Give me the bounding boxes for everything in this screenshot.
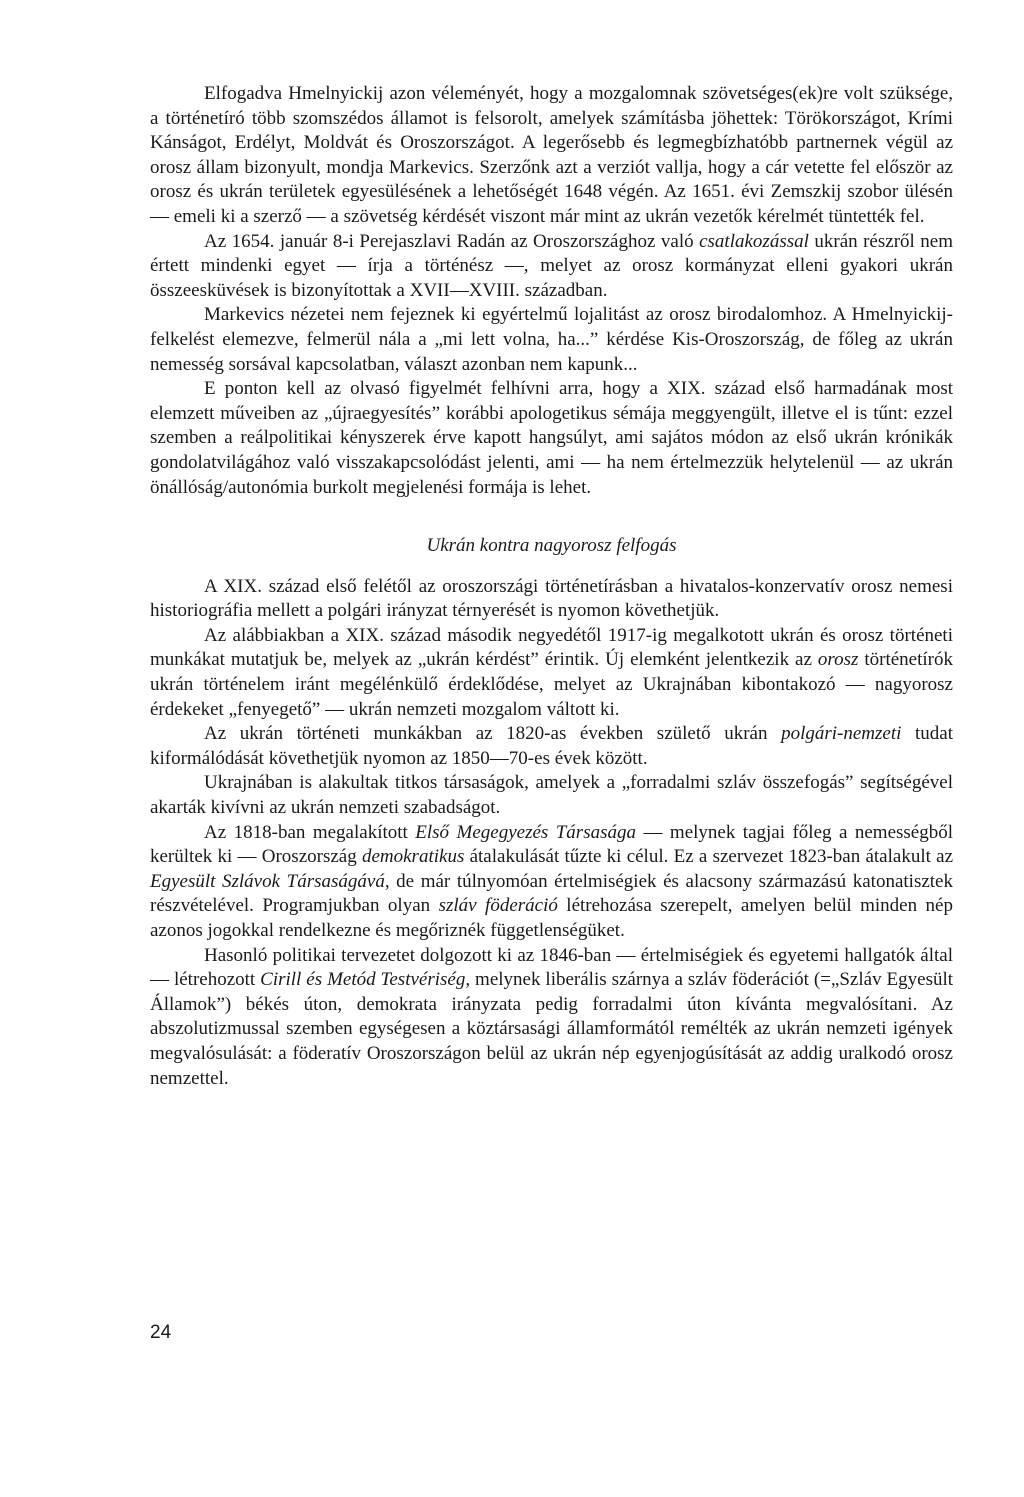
section-paragraph-5-text-e: átalakulását tűzte ki célul. Ez a szervezet 1823-ban átalakult az bbox=[464, 846, 953, 868]
section-paragraph-5-emphasis-1: Első Megegyezés Társasága bbox=[415, 821, 636, 843]
section-paragraph-6 bbox=[150, 944, 953, 1092]
section-paragraph-6-text-c: melynek liberális szárnya a szláv föderációt (=„Szláv Egyesült Államok”) békés úton, demokrata irányzata pedig forradalmi úton kívánta megvalósítani. Az abszolutizmussal szemben egységesen a köztársasági államformától remélték az ukrán nemzeti igények megvalósulását: a föderatív Oroszországon belül az ukrán nép egyenjogúsítását az addig uralkodó orosz nemzettel. bbox=[150, 969, 954, 1089]
section-paragraph-5-emphasis-3: Egyesült Szlávok Társaságává, bbox=[150, 870, 390, 892]
paragraph-2 bbox=[150, 230, 953, 304]
page-number: 24 bbox=[150, 1322, 172, 1343]
section-paragraph-6-text-a: Hasonló politikai tervezetet dolgozott ki az 1846-ban — értelmiségiek és egyetemi hallgatók által — létrehozott bbox=[150, 944, 953, 991]
section-paragraph-5-text-i: létrehozása szerepelt, amelyen belül minden nép azonos jogokkal rendelkezne és megőriznék függetlenségüket. bbox=[150, 895, 953, 941]
section-paragraph-5-text-a: Az 1818-ban megalakított bbox=[204, 821, 416, 843]
section-heading: Ukrán kontra nagyorosz felfogás bbox=[426, 535, 677, 557]
section-paragraph-5-text-g: de már túlnyomóan értelmiségiek és alacsony származású katonatisztek részvételével. Programjukban olyan bbox=[150, 870, 953, 917]
section-paragraph-3-emphasis: polgári-nemzeti bbox=[781, 723, 902, 745]
section-paragraph-2 bbox=[150, 624, 953, 722]
section-paragraph-4: Ukrajnában is alakultak titkos társaságok, amelyek a „forradalmi szláv összefogás” segítségével akarták kivívni az ukrán nemzeti szabadságot. bbox=[150, 772, 953, 819]
section-paragraph-3-text-a: Az ukrán történeti munkákban az 1820-as években születő ukrán bbox=[204, 723, 782, 745]
section-paragraph-1: A XIX. század első felétől az oroszországi történetírásban a hivatalos-konzervatív orosz nemesi historiográfia mellett a polgári irányzat térnyerését is nyomon követhetjük. bbox=[150, 575, 953, 622]
section-paragraph-5-emphasis-2: demokratikus bbox=[361, 846, 465, 868]
paragraph-4: E ponton kell az olvasó figyelmét felhívni arra, hogy a XIX. század első harmadának most elemzett műveiben az „újraegyesítés” korábbi apologetikus sémája meggyengült, illetve el is tűnt: ezzel szemben a reálpolitikai kényszerek érve kapott hangsúlyt, ami sajátos módon az első ukrán krónikák gondolatvilágához való visszakapcsolódást jelenti, ami — ha nem értelmezzük helytelenül — az ukrán önállóság/autonómia burkolt megjelenési formája is lehet. bbox=[150, 378, 953, 498]
section-paragraph-5 bbox=[150, 821, 953, 944]
section-paragraph-5-emphasis-4: szláv föderáció bbox=[438, 895, 558, 917]
paragraph-2-text-a: Az 1654. január 8-i Perejaszlavi Radán az Oroszországhoz való bbox=[204, 230, 700, 252]
section-paragraph-5-text-c: — melynek tagjai főleg a nemességből kerültek ki — Oroszország bbox=[150, 821, 953, 868]
paragraph-1: Elfogadva Hmelnyickij azon véleményét, hogy a mozgalomnak szövetséges(ek)re volt szüksége, a történetíró több szomszédos államot is felsorolt, amelyek számításba jöhettek: Törökországot, Krími Kánságot, Erdélyt, Moldvát és Oroszországot. A legerősebb és legmegbízhatóbb partnernek végül az orosz állam bizonyult, mondja Markevics. Szerzőnk azt a verziót vallja, hogy a cár vetette fel először az orosz és ukrán területek egyesülésének a lehetőségét 1648 végén. Az 1651. évi Zemszkij szobor ülésén — emeli ki a szerző — a szövetség kérdését viszont már mint az ukrán vezetők kérelmét tüntették fel. bbox=[150, 83, 953, 227]
section-paragraph-6-emphasis: Cirill és Metód Testvériség, bbox=[260, 969, 471, 991]
section-paragraph-2-emphasis: orosz bbox=[817, 649, 859, 671]
section-paragraph-3 bbox=[150, 722, 953, 771]
paragraph-3: Markevics nézetei nem fejeznek ki egyértelmű lojalitást az orosz birodalomhoz. A Hmelnyickij-felkelést elemezve, felmerül nála a „mi lett volna, ha...” kérdése Kis-Oroszország, de főleg az ukrán nemesség sorsával kapcsolatban, választ azonban nem kapunk... bbox=[150, 304, 953, 375]
paragraph-2-text-c: ukrán részről nem értett mindenki egyet — írja a történész —, melyet az orosz kormányzat elleni gyakori ukrán összeesküvések is bizonyítottak a XVII—XVIII. században. bbox=[150, 230, 953, 301]
section-paragraph-2-text-c: történetírók ukrán történelem iránt megélénkülő érdeklődése, melyet az Ukrajnában kibontakozó — nagyorosz érdekeket „fenyegető” — ukrán nemzeti mozgalom váltott ki. bbox=[150, 649, 953, 720]
paragraph-2-emphasis: csatlakozással bbox=[699, 230, 809, 252]
section-paragraph-3-text-c: tudat kiformálódását követhetjük nyomon az 1850—70-es évek között. bbox=[150, 723, 953, 769]
page-body bbox=[150, 82, 953, 1091]
section-paragraph-2-text-a: Az alábbiakban a XIX. század második negyedétől 1917-ig megalkotott ukrán és orosz történeti munkákat mutatjuk be, melyek az „ukrán kérdést” érintik. Új elemként jelentkezik az bbox=[150, 624, 953, 671]
